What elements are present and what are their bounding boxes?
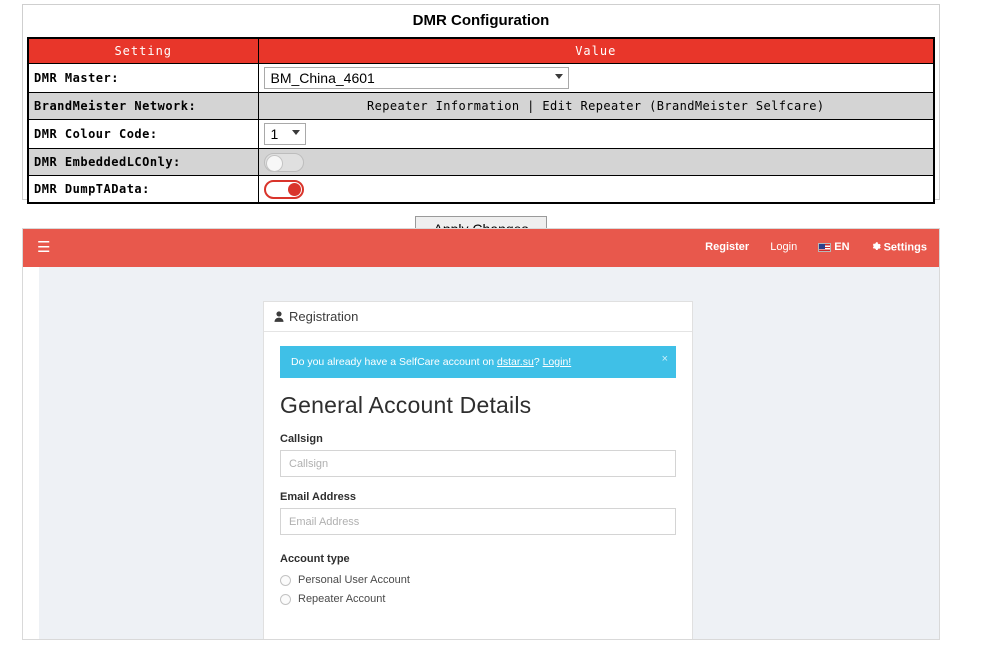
setting-label-dmr-colour-code: DMR Colour Code: [28,120,258,149]
setting-label-dmr-embeddedlconly: DMR EmbeddedLCOnly: [28,149,258,176]
registration-card-body [264,332,692,605]
registration-card-title: Registration [289,309,359,324]
chevron-down-icon [292,130,300,135]
table-row [28,120,934,149]
gear-icon [871,241,881,254]
radio-icon[interactable] [280,594,291,605]
table-row [28,176,934,204]
hamburger-icon[interactable]: ☰ [37,239,51,256]
toggle-knob [288,183,301,196]
label-callsign: Callsign [280,433,323,445]
nav-item-login[interactable]: Login [770,241,798,254]
page-title: DMR Configuration [412,12,550,29]
dmr-settings-table [27,37,935,204]
radio-label-repeater-account: Repeater Account [298,593,386,605]
value-cell-dmr-embeddedlconly [258,149,934,176]
table-header-row [28,38,934,64]
alert-text-middle: ? [533,356,543,368]
alert-link-login[interactable]: Login! [542,356,572,368]
column-header-setting: Setting [28,38,258,64]
radio-label-personal-user-account: Personal User Account [298,574,410,586]
left-rail [23,267,39,639]
radio-row-personal-user-account[interactable] [280,574,676,586]
registration-card [263,301,693,640]
person-icon [274,310,284,325]
registration-page-panel [22,228,940,640]
value-cell-dmr-dumptadata [258,176,934,204]
callsign-input[interactable] [280,450,676,477]
dmr-master-select[interactable] [264,67,569,89]
dmr-configuration-panel [22,4,940,200]
navbar [23,229,939,267]
registration-card-header [264,302,692,332]
value-cell-dmr-master [258,64,934,93]
flag-icon [818,243,831,252]
alert-text-before: Do you already have a SelfCare account on [291,356,498,368]
table-row [28,64,934,93]
chevron-down-icon [555,74,563,79]
setting-label-dmr-master: DMR Master: [28,64,258,93]
dmr-master-select-value: BM_China_4601 [270,70,375,86]
label-email-address: Email Address [280,491,357,503]
table-row [28,149,934,176]
setting-label-brandmeister-network: BrandMeister Network: [28,93,258,120]
nav-settings-label: Settings [883,241,927,254]
close-icon[interactable]: × [661,353,668,365]
email-field[interactable] [280,508,676,535]
column-header-value: Value [258,38,934,64]
dmr-dumptadata-toggle[interactable] [264,180,304,199]
nav-item-language[interactable] [818,241,849,253]
dmr-colour-code-select[interactable] [264,123,306,145]
nav-language-label: EN [834,241,850,254]
radio-icon[interactable] [280,575,291,586]
toggle-knob [266,155,283,172]
radio-row-repeater-account[interactable] [280,593,676,605]
setting-label-dmr-dumptadata: DMR DumpTAData: [28,176,258,204]
brandmeister-links[interactable]: Repeater Information | Edit Repeater (BrandMeister Selfcare) [258,93,934,120]
dmr-embeddedlconly-toggle[interactable] [264,153,304,172]
navbar-right-items [687,241,927,254]
nav-item-register[interactable]: Register [705,241,750,254]
alert-link-dstar[interactable]: dstar.su [497,356,534,368]
section-title-general-account-details: General Account Details [280,392,532,418]
nav-item-settings[interactable] [871,241,927,254]
selfcare-alert [280,346,676,378]
value-cell-dmr-colour-code [258,120,934,149]
table-row [28,93,934,120]
label-account-type: Account type [280,553,350,565]
dmr-colour-code-select-value: 1 [270,126,279,142]
